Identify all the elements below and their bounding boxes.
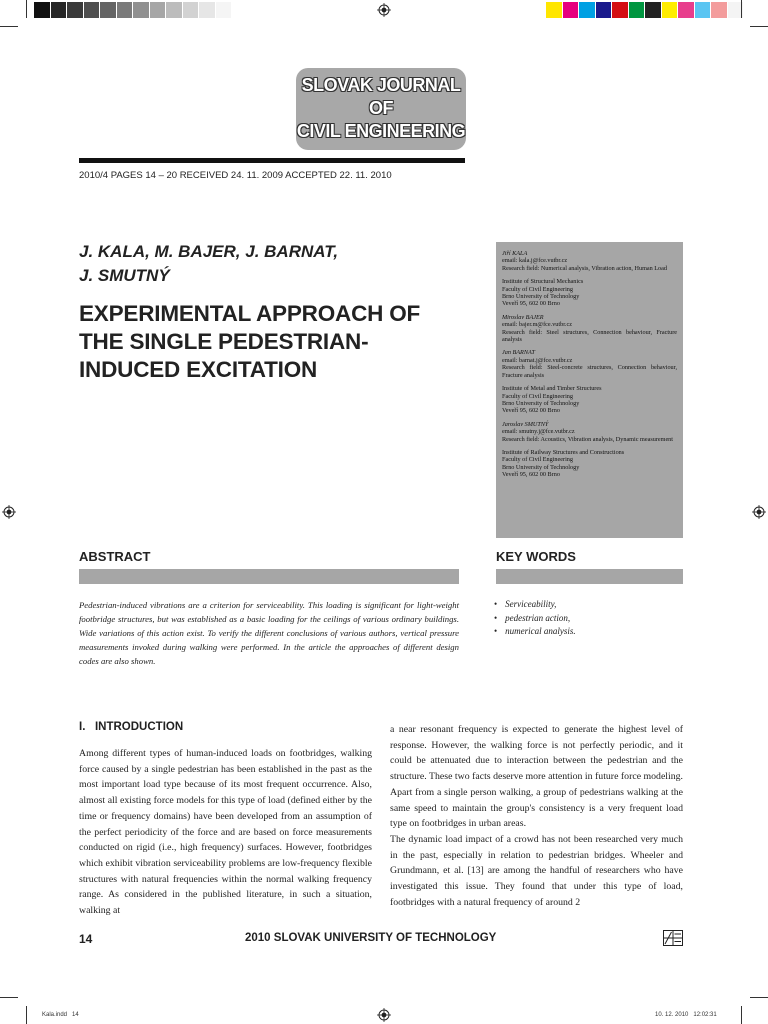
gray-swatch <box>216 2 233 18</box>
publisher-footer: 2010 SLOVAK UNIVERSITY OF TECHNOLOGY <box>245 932 497 944</box>
keyword-item: • Serviceability, <box>496 598 686 612</box>
author-affiliation <box>502 278 677 308</box>
crop-mark <box>750 26 768 27</box>
crop-mark <box>0 26 18 27</box>
color-swatch <box>645 2 662 18</box>
crop-mark <box>26 0 27 18</box>
author-block <box>502 349 677 379</box>
title-line: INDUCED EXCITATION <box>79 357 318 382</box>
author-email: email: barnat.j@fce.vutbr.cz <box>502 356 573 364</box>
gray-swatch <box>166 2 183 18</box>
crop-mark <box>26 1006 27 1024</box>
author-research-field: Research field: Steel structures, Connection behaviour, Fracture analysis <box>502 328 677 344</box>
color-swatch <box>678 2 695 18</box>
author-affiliation <box>502 449 677 479</box>
author-name: Jiří KALA <box>502 250 528 257</box>
color-calibration-bar <box>546 2 744 18</box>
affiliation-line: Faculty of Civil Engineering <box>502 285 573 293</box>
color-swatch <box>579 2 596 18</box>
gray-swatch <box>84 2 101 18</box>
author-block <box>502 421 677 443</box>
author-email: email: kala.j@fce.vutbr.cz <box>502 257 568 265</box>
intro-column-2 <box>390 722 683 910</box>
crop-mark <box>750 997 768 998</box>
crop-mark <box>741 0 742 18</box>
paragraph: a near resonant frequency is expected to generate the highest level of response. However, the walking force is not perfectly periodic, and it could be attenuated due to interaction between the pedestrian and the structure. These two facts deserve more attention in future force modeling. Apart from a single person walking, a group of pedestrians walking at the same speed to maintain the group's consistency is a very frequent load type on footbridges in urban areas. <box>390 724 683 830</box>
keywords-list <box>496 598 686 639</box>
abstract-band <box>79 569 459 584</box>
affiliation-line: Veveří 95, 602 00 Brno <box>502 471 560 479</box>
author-name: Jan BARNAT <box>502 349 535 357</box>
color-swatch <box>612 2 629 18</box>
page-number: 14 <box>79 932 93 946</box>
affiliation-line: Brno University of Technology <box>502 293 580 301</box>
keywords-band <box>496 569 683 584</box>
article-authors <box>79 240 479 288</box>
gray-swatch <box>67 2 84 18</box>
file-slug: Kala.indd 14 <box>42 1012 79 1018</box>
color-swatch <box>629 2 646 18</box>
affiliation-line: Institute of Metal and Timber Structures <box>502 385 602 393</box>
author-research-field: Research field: Acoustics, Vibration analysis, Dynamic measurement <box>502 435 673 443</box>
registration-mark-icon <box>752 505 766 519</box>
publisher-logo-icon <box>663 930 683 946</box>
date-slug: 10. 12. 2010 12:02:31 <box>655 1012 717 1018</box>
title-line: THE SINGLE PEDESTRIAN- <box>79 329 369 354</box>
journal-logo-line: CIVIL ENGINEERING <box>296 121 466 141</box>
affiliation-line: Veveří 95, 602 00 Brno <box>502 407 560 415</box>
authors-line: J. KALA, M. BAJER, J. BARNAT, <box>79 242 339 261</box>
author-block <box>502 250 677 272</box>
color-swatch <box>662 2 679 18</box>
color-swatch <box>711 2 728 18</box>
abstract-text: Pedestrian-induced vibrations are a criterion for serviceability. This loading is significant for light-weight footbridge structures, but was established as a basic loading for the ceilings of various ordinary buildings. Wide variations of this action exist. To verify the different conclusions of various authors, vertical pressure measurements invoked during walking were performed. In the article the approaches of different design codes are also shown. <box>79 600 459 666</box>
gray-swatch <box>34 2 51 18</box>
authors-line: J. SMUTNÝ <box>79 266 170 285</box>
abstract-heading: ABSTRACT <box>79 549 151 564</box>
keywords-heading: KEY WORDS <box>496 549 576 564</box>
affiliation-line: Faculty of Civil Engineering <box>502 392 573 400</box>
gray-swatch <box>51 2 68 18</box>
color-swatch <box>596 2 613 18</box>
affiliation-line: Brno University of Technology <box>502 399 580 407</box>
affiliation-line: Institute of Railway Structures and Constructions <box>502 448 625 456</box>
gray-swatch <box>100 2 117 18</box>
paragraph: The dynamic load impact of a crowd has not been researched very much in the past, especially in relation to pedestrian bridges. Wheeler and Grundmann, et al. [13] are among the handful of researchers who have investigated this issue. They found that under this type of load, footbridges with a natural frequency of around 2 <box>390 833 683 908</box>
publication-info: 2010/4 PAGES 14 – 20 RECEIVED 24. 11. 2009 ACCEPTED 22. 11. 2010 <box>79 170 392 181</box>
color-swatch <box>563 2 580 18</box>
keyword-item: • pedestrian action, <box>496 612 686 626</box>
affiliation-line: Brno University of Technology <box>502 463 580 471</box>
crop-mark <box>0 997 18 998</box>
article-title <box>79 300 479 384</box>
gray-swatch <box>150 2 167 18</box>
journal-logo-line: SLOVAK JOURNAL <box>301 75 461 95</box>
gray-swatch <box>133 2 150 18</box>
introduction-heading: I. INTRODUCTION <box>79 721 184 733</box>
keyword-item: • numerical analysis. <box>496 625 686 639</box>
crop-mark <box>741 1006 742 1024</box>
registration-mark-icon <box>377 3 391 17</box>
gray-swatch <box>199 2 216 18</box>
registration-mark-icon <box>2 505 16 519</box>
author-name: Jaroslav SMUTNÝ <box>502 420 549 428</box>
grayscale-calibration-bar <box>34 2 232 18</box>
author-email: email: smutny.j@fce.vutbr.cz <box>502 428 575 436</box>
intro-column-1: Among different types of human-induced loads on footbridges, walking force caused by a single pedestrian has been established in the past as the most important load type because of its most frequent occurrence. Also, almost all existing force models for this type of load (defined either by the time or frequency domains) have been developed from an assumption of the perfect periodicity of the force and are based on force measurements conducted on rigid (i.e., high frequency) surfaces. However, footbridges which exhibit vibration serviceability problems are low-frequency flexible structures with natural frequencies within the normal walking frequency range. As considered in the published literature, in such a situation, walking at <box>79 748 372 917</box>
affiliation-line: Faculty of Civil Engineering <box>502 456 573 464</box>
registration-mark-icon <box>377 1008 391 1022</box>
author-name: Miroslav BAJER <box>502 313 544 321</box>
title-line: EXPERIMENTAL APPROACH OF <box>79 301 421 326</box>
color-swatch <box>695 2 712 18</box>
author-affiliation <box>502 385 677 415</box>
header-rule <box>79 158 465 163</box>
author-info-box <box>496 242 683 538</box>
journal-logo <box>296 68 466 150</box>
author-research-field: Research field: Numerical analysis, Vibration action, Human Load <box>502 264 667 272</box>
affiliation-line: Institute of Structural Mechanics <box>502 278 584 286</box>
journal-logo-line: OF <box>369 98 393 118</box>
author-research-field: Research field: Steel-concrete structures, Connection behaviour, Fracture analysis <box>502 364 677 379</box>
affiliation-line: Veveří 95, 602 00 Brno <box>502 300 560 308</box>
color-swatch <box>546 2 563 18</box>
gray-swatch <box>183 2 200 18</box>
author-email: email: bajer.m@fce.vutbr.cz <box>502 321 572 329</box>
author-block <box>502 314 677 344</box>
gray-swatch <box>117 2 134 18</box>
